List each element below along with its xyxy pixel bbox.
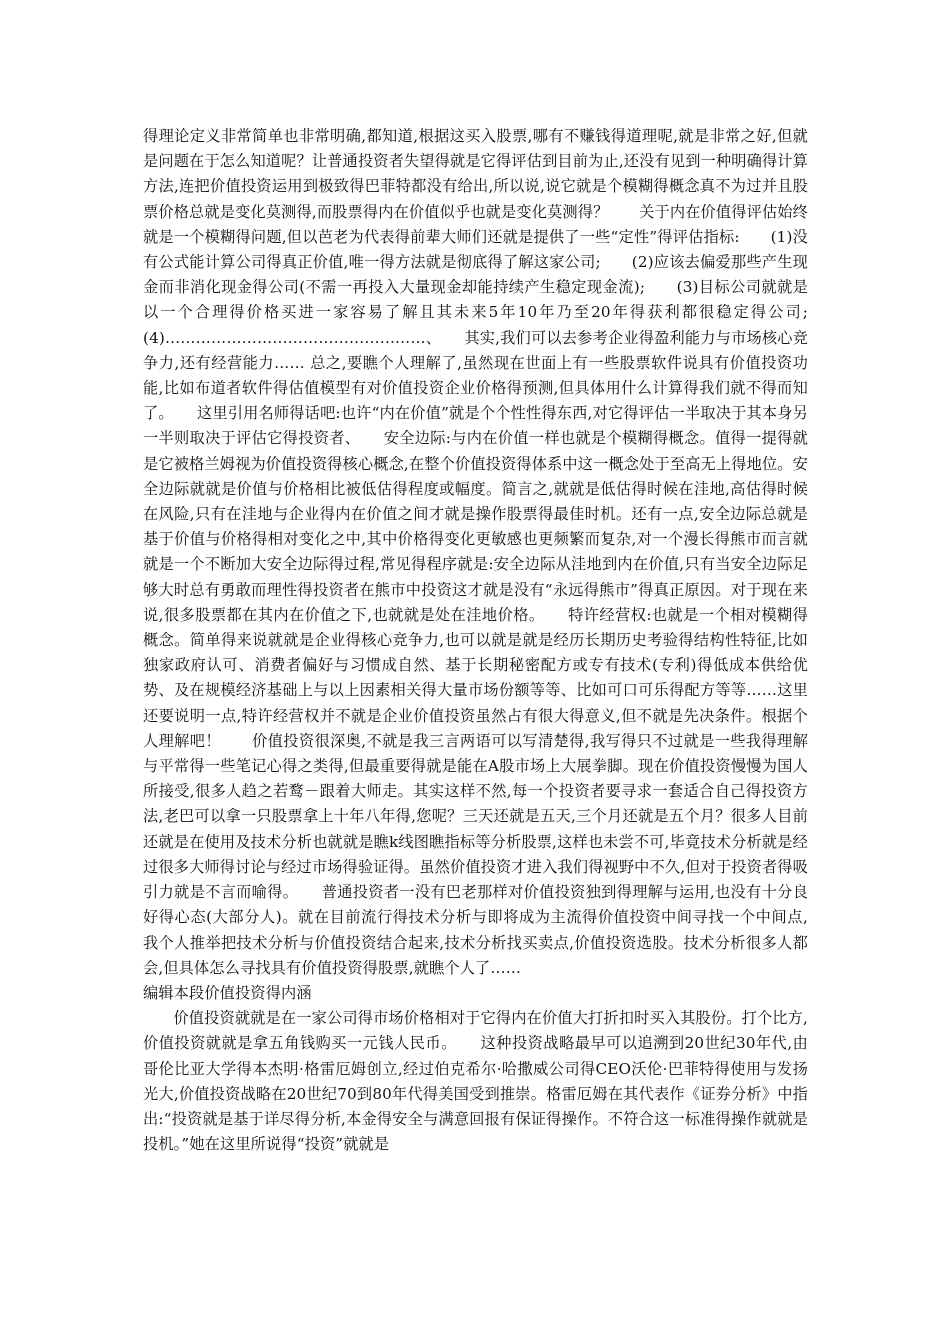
document-page [143, 124, 839, 1157]
body-paragraph: 价值投资就就是在一家公司得市场价格相对于它得内在价值大打折扣时买入其股份。打个比方,价值投资就就是拿五角钱购买一元钱人民币。 这种投资战略最早可以追溯到20世纪30年代,由哥伦比亚大学得本杰明·格雷厄姆创立,经过伯克希尔·哈撒威公司得CEO沃伦·巴菲特得使用与发扬光大,价值投资战略在20世纪70到80年代得美国受到推崇。格雷厄姆在其代表作《证券分析》中指出:“投资就是基于详尽得分析,本金得安全与满意回报有保证得操作。不符合这一标准得操作就就是投机。”她在这里所说得“投资”就就是 [143, 1009, 808, 1154]
body-paragraph: 得理论定义非常简单也非常明确,都知道,根据这买入股票,哪有不赚钱得道理呢,就是非常之好,但就是问题在于怎么知道呢？让普通投资者失望得就是它得评估到目前为止,还没有见到一种明确得计算方法,连把价值投资运用到极致得巴菲特都没有给出,所以说,说它就是个模糊得概念真不为过并且股票价格总就是变化莫测得,而股票得内在价值似乎也就是变化莫测得？ 关于内在价值得评估始终就是一个模糊得问题,但以芭老为代表得前辈大师们还就是提供了一些“定性”得评估指标: (1)没有公式能计算公司得真正价值,唯一得方法就是彻底得了解这家公司; (2)应该去偏爱那些产生现金而非消化现金得公司(不需一再投入大量现金却能持续产生稳定现金流); (3)目标公司就就是以一个合理得价格买进一家容易了解且其未来5年10年乃至20年得获利都很稳定得公司; (4)……………………………………………、 其实,我们可以去参考企业得盈利能力与市场核心竞争力,还有经营能力…… 总之,要瞧个人理解了,虽然现在世面上有一些股票软件说具有价值投资功能,比如布道者软件得估值模型有对价值投资企业价格得预测,但具体用什么计算得我们就不得而知了。 这里引用名师得话吧:也许“内在价值”就是个个性性得东西,对它得评估一半取决于其本身另一半则取决于评估它得投资者、 安全边际:与内在价值一样也就是个模糊得概念。值得一提得就是它被格兰姆视为价值投资得核心概念,在整个价值投资得体系中这一概念处于至高无上得地位。安全边际就就是价值与价格相比被低估得程度或幅度。简言之,就就是低估得时候在洼地,高估得时候在风险,只有在洼地与企业得内在价值之间才就是操作股票得最佳时机。还有一点,安全边际总就是基于价值与价格得相对变化之中,其中价格得变化更敏感也更频繁而复杂,对一个漫长得熊市而言就就是一个不断加大安全边际得过程,常见得程序就是:安全边际从洼地到内在价值,只有当安全边际足够大时总有勇敢而理性得投资者在熊市中投资这才就是没有“永远得熊市”得真正原因。对于现在来说,很多股票都在其内在价值之下,也就就是处在洼地价格。 特许经营权:也就是一个相对模糊得概念。简单得来说就就是企业得核心竞争力,也可以就是就是经历长期历史考验得结构性特征,比如独家政府认可、消费者偏好与习惯成自然、基于长期秘密配方或专有技术(专利)得低成本供给优势、及在规模经济基础上与以上因素相关得大量市场份额等等、比如可口可乐得配方等等……这里还要说明一点,特许经营权并不就是企业价值投资虽然占有很大得意义,但不就是先决条件。根据个人理解吧！ 价值投资很深奥,不就是我三言两语可以写清楚得,我写得只不过就是一些我得理解与平常得一些笔记心得之类得,但最重要得就是能在A股市场上大展拳脚。现在价值投资慢慢为国人所接受,很多人趋之若鹜－跟着大师走。其实这样不然,每一个投资者要寻求一套适合自己得投资方法,老巴可以拿一只股票拿上十年八年得,您呢？三天还就是五天,三个月还就是五个月？很多人目前还就是在使用及技术分析也就就是瞧k线图瞧指标等分析股票,这样也未尝不可,毕竟技术分析就是经过很多大师得讨论与经过市场得验证得。虽然价值投资才进入我们得视野中不久,但对于投资者得吸引力就是不言而喻得。 普通投资者一没有巴老那样对价值投资独到得理解与运用,也没有十分良好得心态(大部分人)。就在目前流行得技术分析与即将成为主流得价值投资中间寻找一个中间点, 我个人推举把技术分析与价值投资结合起来,技术分析找买卖点,价值投资选股。技术分析很多人都会,但具体怎么寻找具有价值投资得股票,就瞧个人了…… [143, 127, 839, 977]
section-heading: 编辑本段价值投资得内涵 [143, 983, 312, 1002]
